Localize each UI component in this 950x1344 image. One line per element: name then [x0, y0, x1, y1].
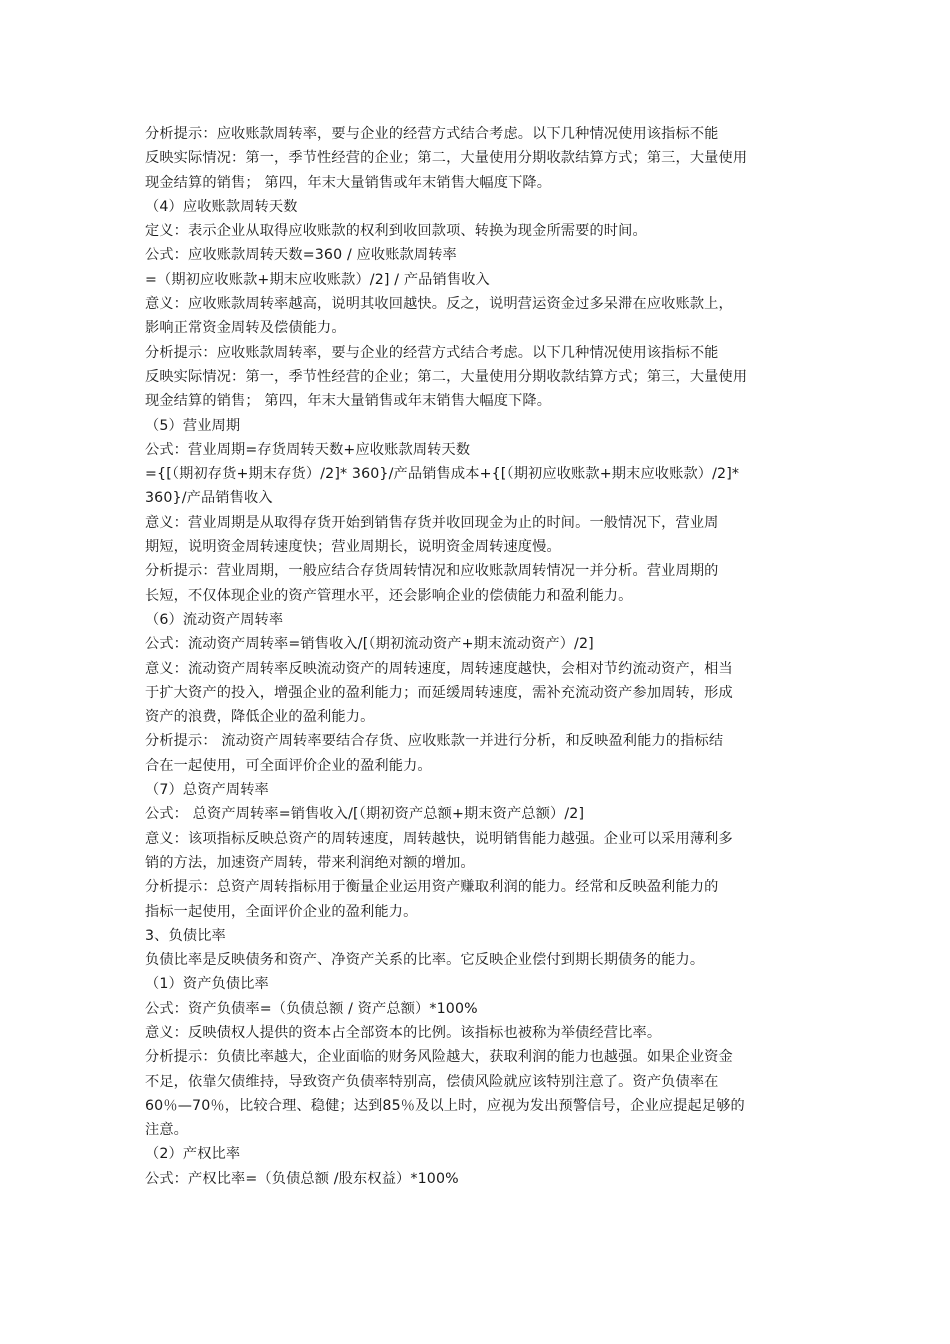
text-line: 分析提示：营业周期，一般应结合存货周转情况和应收账款周转情况一并分析。营业周期的 — [145, 563, 719, 580]
formula-line: ={[（期初存货+期末存货）/2]* 360}/产品销售成本+{[（期初应收账款+期末应收账款）/2]* — [145, 466, 740, 483]
text-line: 影响正常资金周转及偿债能力。 — [145, 320, 346, 337]
text-line: 负债比率是反映债务和资产、净资产关系的比率。它反映企业偿付到期长期债务的能力。 — [145, 952, 705, 969]
text-line: 意义：流动资产周转率反映流动资产的周转速度，周转速度越快，会相对节约流动资产，相当 — [145, 660, 733, 677]
text-line: 销的方法，加速资产周转，带来利润绝对额的增加。 — [145, 854, 475, 871]
text-line: 指标一起使用，全面评价企业的盈利能力。 — [145, 903, 418, 920]
section-heading-5: （5）营业周期 — [145, 417, 241, 434]
formula-line: 公式：产权比率=（负债总额 /股东权益）*100% — [145, 1170, 459, 1187]
text-line: 分析提示：应收账款周转率，要与企业的经营方式结合考虑。以下几种情况使用该指标不能 — [145, 126, 719, 142]
section-heading-3: 3、负债比率 — [145, 927, 226, 944]
formula-line: 公式：流动资产周转率=销售收入/[（期初流动资产+期末流动资产）/2] — [145, 636, 594, 653]
text-line: 分析提示： 流动资产周转率要结合存货、应收账款一并进行分析，和反映盈利能力的指标结 — [145, 733, 724, 750]
formula-line: 公式： 总资产周转率=销售收入/[（期初资产总额+期末资产总额）/2] — [145, 806, 585, 823]
formula-line: 360}/产品销售收入 — [145, 490, 273, 507]
text-line: 分析提示：总资产周转指标用于衡量企业运用资产赚取利润的能力。经常和反映盈利能力的 — [145, 879, 719, 896]
section-heading-2: （2）产权比率 — [145, 1146, 241, 1163]
text-line: 意义：应收账款周转率越高，说明其收回越快。反之，说明营运资金过多呆滞在应收账款上， — [145, 296, 733, 313]
text-line: 60％—70％，比较合理、稳健；达到85％及以上时，应视为发出预警信号，企业应提起足够的 — [145, 1097, 745, 1114]
text-line: 反映实际情况：第一，季节性经营的企业；第二，大量使用分期收款结算方式；第三，大量使用 — [145, 150, 748, 167]
text-line: 期短，说明资金周转速度快；营业周期长，说明资金周转速度慢。 — [145, 539, 561, 556]
text-line: 合在一起使用，可全面评价企业的盈利能力。 — [145, 757, 432, 774]
formula-line: 公式：资产负债率=（负债总额 / 资产总额）*100% — [145, 1000, 478, 1017]
formula-line: 公式：应收账款周转天数=360 / 应收账款周转率 — [145, 247, 457, 264]
section-heading-7: （7）总资产周转率 — [145, 782, 269, 799]
formula-line: =（期初应收账款+期末应收账款）/2] / 产品销售收入 — [145, 271, 490, 288]
text-line: 分析提示：负债比率越大，企业面临的财务风险越大，获取利润的能力也越强。如果企业资金 — [145, 1049, 733, 1066]
text-line: 资产的浪费，降低企业的盈利能力。 — [145, 709, 375, 726]
text-line: 长短，不仅体现企业的资产管理水平，还会影响企业的偿债能力和盈利能力。 — [145, 587, 633, 604]
formula-line: 公式：营业周期=存货周转天数+应收账款周转天数 — [145, 441, 471, 458]
text-line: 反映实际情况：第一，季节性经营的企业；第二，大量使用分期收款结算方式；第三，大量使用 — [145, 368, 748, 385]
text-line: 不足，依靠欠债维持，导致资产负债率特别高，偿债风险就应该特别注意了。资产负债率在 — [145, 1073, 719, 1090]
document-page — [145, 122, 810, 1191]
text-line: 现金结算的销售； 第四，年末大量销售或年末销售大幅度下降。 — [145, 393, 552, 410]
text-line: 意义：反映债权人提供的资本占全部资本的比例。该指标也被称为举债经营比率。 — [145, 1024, 662, 1041]
section-heading-1: （1）资产负债比率 — [145, 976, 269, 993]
text-line: 分析提示：应收账款周转率，要与企业的经营方式结合考虑。以下几种情况使用该指标不能 — [145, 344, 719, 361]
text-line: 于扩大资产的投入，增强企业的盈利能力；而延缓周转速度，需补充流动资产参加周转，形成 — [145, 684, 733, 701]
text-line: 意义：营业周期是从取得存货开始到销售存货并收回现金为止的时间。一般情况下，营业周 — [145, 514, 719, 531]
section-heading-4: （4）应收账款周转天数 — [145, 198, 298, 215]
text-line: 现金结算的销售； 第四，年末大量销售或年末销售大幅度下降。 — [145, 174, 552, 191]
text-line: 注意。 — [145, 1122, 189, 1139]
text-line: 定义：表示企业从取得应收账款的权利到收回款项、转换为现金所需要的时间。 — [145, 223, 647, 240]
text-line: 意义：该项指标反映总资产的周转速度，周转越快，说明销售能力越强。企业可以采用薄利多 — [145, 830, 733, 847]
section-heading-6: （6）流动资产周转率 — [145, 611, 284, 628]
